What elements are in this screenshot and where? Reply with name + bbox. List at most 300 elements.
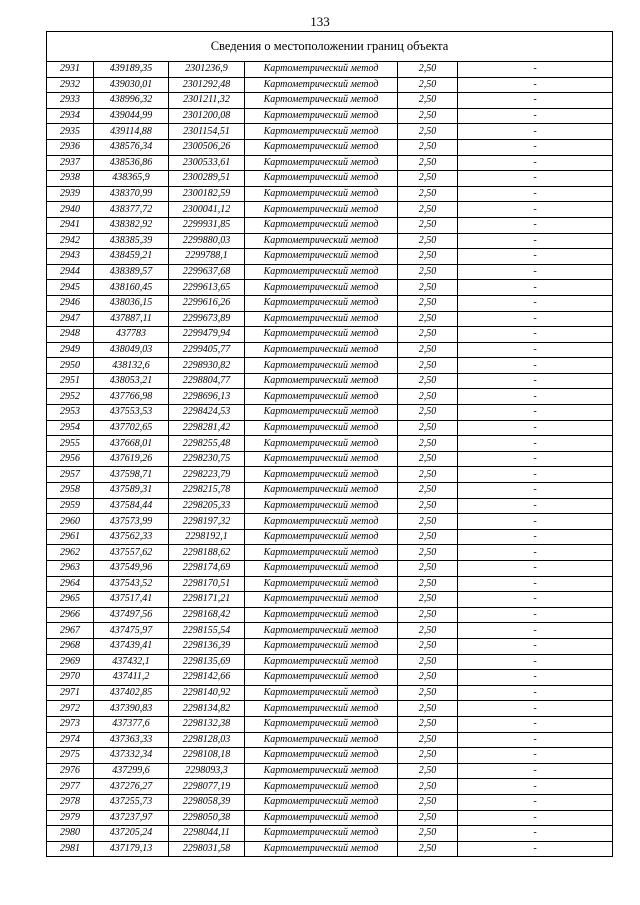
x-coordinate-cell: 437562,33 (94, 529, 169, 545)
point-number-cell: 2976 (47, 763, 94, 779)
description-cell: - (458, 561, 613, 577)
precision-cell: 2,50 (398, 124, 458, 140)
table-row (47, 436, 613, 452)
precision-cell: 2,50 (398, 217, 458, 233)
description-cell: - (458, 295, 613, 311)
precision-cell: 2,50 (398, 810, 458, 826)
point-number-cell: 2942 (47, 233, 94, 249)
table-row (47, 638, 613, 654)
point-number-cell: 2973 (47, 716, 94, 732)
y-coordinate-cell: 2301236,9 (169, 62, 245, 78)
point-number-cell: 2963 (47, 561, 94, 577)
description-cell: - (458, 514, 613, 530)
description-cell: - (458, 763, 613, 779)
x-coordinate-cell: 437702,65 (94, 420, 169, 436)
method-cell: Картометрический метод (245, 561, 398, 577)
precision-cell: 2,50 (398, 498, 458, 514)
description-cell: - (458, 249, 613, 265)
x-coordinate-cell: 437432,1 (94, 654, 169, 670)
point-number-cell: 2970 (47, 670, 94, 686)
description-cell: - (458, 155, 613, 171)
precision-cell: 2,50 (398, 561, 458, 577)
point-number-cell: 2945 (47, 280, 94, 296)
description-cell: - (458, 405, 613, 421)
method-cell: Картометрический метод (245, 701, 398, 717)
coordinates-sheet (46, 31, 612, 857)
y-coordinate-cell: 2301211,32 (169, 93, 245, 109)
y-coordinate-cell: 2298136,39 (169, 638, 245, 654)
point-number-cell: 2941 (47, 217, 94, 233)
y-coordinate-cell: 2298230,75 (169, 451, 245, 467)
method-cell: Картометрический метод (245, 794, 398, 810)
x-coordinate-cell: 438385,39 (94, 233, 169, 249)
table-row (47, 217, 613, 233)
point-number-cell: 2940 (47, 202, 94, 218)
description-cell: - (458, 264, 613, 280)
method-cell: Картометрический метод (245, 732, 398, 748)
precision-cell: 2,50 (398, 732, 458, 748)
description-cell: - (458, 779, 613, 795)
x-coordinate-cell: 438132,6 (94, 358, 169, 374)
method-cell: Картометрический метод (245, 623, 398, 639)
table-row (47, 295, 613, 311)
y-coordinate-cell: 2300041,12 (169, 202, 245, 218)
method-cell: Картометрический метод (245, 545, 398, 561)
x-coordinate-cell: 437668,01 (94, 436, 169, 452)
precision-cell: 2,50 (398, 670, 458, 686)
y-coordinate-cell: 2301200,08 (169, 108, 245, 124)
y-coordinate-cell: 2298058,39 (169, 794, 245, 810)
description-cell: - (458, 139, 613, 155)
x-coordinate-cell: 437584,44 (94, 498, 169, 514)
point-number-cell: 2939 (47, 186, 94, 202)
description-cell: - (458, 311, 613, 327)
precision-cell: 2,50 (398, 483, 458, 499)
point-number-cell: 2959 (47, 498, 94, 514)
table-row (47, 529, 613, 545)
point-number-cell: 2937 (47, 155, 94, 171)
x-coordinate-cell: 437553,53 (94, 405, 169, 421)
table-row (47, 311, 613, 327)
page-number: 133 (310, 14, 330, 29)
x-coordinate-cell: 438049,03 (94, 342, 169, 358)
precision-cell: 2,50 (398, 576, 458, 592)
precision-cell: 2,50 (398, 233, 458, 249)
x-coordinate-cell: 437332,34 (94, 748, 169, 764)
description-cell: - (458, 342, 613, 358)
precision-cell: 2,50 (398, 171, 458, 187)
method-cell: Картометрический метод (245, 638, 398, 654)
precision-cell: 2,50 (398, 685, 458, 701)
point-number-cell: 2971 (47, 685, 94, 701)
table-row (47, 623, 613, 639)
y-coordinate-cell: 2298128,03 (169, 732, 245, 748)
point-number-cell: 2965 (47, 592, 94, 608)
x-coordinate-cell: 438053,21 (94, 373, 169, 389)
description-cell: - (458, 202, 613, 218)
y-coordinate-cell: 2299880,03 (169, 233, 245, 249)
table-row (47, 264, 613, 280)
description-cell: - (458, 467, 613, 483)
description-cell: - (458, 77, 613, 93)
table-row (47, 561, 613, 577)
description-cell: - (458, 529, 613, 545)
y-coordinate-cell: 2300533,61 (169, 155, 245, 171)
x-coordinate-cell: 437549,96 (94, 561, 169, 577)
point-number-cell: 2946 (47, 295, 94, 311)
y-coordinate-cell: 2299673,89 (169, 311, 245, 327)
point-number-cell: 2931 (47, 62, 94, 78)
description-cell: - (458, 93, 613, 109)
method-cell: Картометрический метод (245, 233, 398, 249)
x-coordinate-cell: 438576,34 (94, 139, 169, 155)
precision-cell: 2,50 (398, 638, 458, 654)
y-coordinate-cell: 2298135,69 (169, 654, 245, 670)
x-coordinate-cell: 437598,71 (94, 467, 169, 483)
description-cell: - (458, 108, 613, 124)
method-cell: Картометрический метод (245, 810, 398, 826)
x-coordinate-cell: 438377,72 (94, 202, 169, 218)
x-coordinate-cell: 438382,92 (94, 217, 169, 233)
y-coordinate-cell: 2298197,32 (169, 514, 245, 530)
precision-cell: 2,50 (398, 280, 458, 296)
method-cell: Картометрический метод (245, 654, 398, 670)
method-cell: Картометрический метод (245, 763, 398, 779)
precision-cell: 2,50 (398, 716, 458, 732)
method-cell: Картометрический метод (245, 670, 398, 686)
description-cell: - (458, 810, 613, 826)
y-coordinate-cell: 2298174,69 (169, 561, 245, 577)
table-row (47, 514, 613, 530)
x-coordinate-cell: 437377,6 (94, 716, 169, 732)
table-row (47, 358, 613, 374)
table-row (47, 451, 613, 467)
x-coordinate-cell: 438370,99 (94, 186, 169, 202)
table-row (47, 701, 613, 717)
y-coordinate-cell: 2299479,94 (169, 327, 245, 343)
x-coordinate-cell: 438389,57 (94, 264, 169, 280)
point-number-cell: 2974 (47, 732, 94, 748)
method-cell: Картометрический метод (245, 420, 398, 436)
table-row (47, 202, 613, 218)
table-row (47, 685, 613, 701)
table-row (47, 139, 613, 155)
method-cell: Картометрический метод (245, 405, 398, 421)
table-row (47, 732, 613, 748)
method-cell: Картометрический метод (245, 264, 398, 280)
table-row (47, 716, 613, 732)
table-row (47, 62, 613, 78)
y-coordinate-cell: 2298192,1 (169, 529, 245, 545)
y-coordinate-cell: 2301292,48 (169, 77, 245, 93)
description-cell: - (458, 233, 613, 249)
precision-cell: 2,50 (398, 607, 458, 623)
precision-cell: 2,50 (398, 467, 458, 483)
method-cell: Картометрический метод (245, 841, 398, 857)
x-coordinate-cell: 437517,41 (94, 592, 169, 608)
precision-cell: 2,50 (398, 139, 458, 155)
point-number-cell: 2951 (47, 373, 94, 389)
table-row (47, 763, 613, 779)
point-number-cell: 2981 (47, 841, 94, 857)
x-coordinate-cell: 437390,83 (94, 701, 169, 717)
precision-cell: 2,50 (398, 592, 458, 608)
method-cell: Картометрический метод (245, 373, 398, 389)
description-cell: - (458, 327, 613, 343)
x-coordinate-cell: 439030,01 (94, 77, 169, 93)
description-cell: - (458, 654, 613, 670)
point-number-cell: 2950 (47, 358, 94, 374)
x-coordinate-cell: 438365,9 (94, 171, 169, 187)
point-number-cell: 2977 (47, 779, 94, 795)
x-coordinate-cell: 439044,99 (94, 108, 169, 124)
precision-cell: 2,50 (398, 62, 458, 78)
method-cell: Картометрический метод (245, 514, 398, 530)
description-cell: - (458, 716, 613, 732)
x-coordinate-cell: 437179,13 (94, 841, 169, 857)
precision-cell: 2,50 (398, 436, 458, 452)
method-cell: Картометрический метод (245, 592, 398, 608)
table-row (47, 826, 613, 842)
point-number-cell: 2957 (47, 467, 94, 483)
method-cell: Картометрический метод (245, 202, 398, 218)
x-coordinate-cell: 437543,52 (94, 576, 169, 592)
precision-cell: 2,50 (398, 654, 458, 670)
y-coordinate-cell: 2298223,79 (169, 467, 245, 483)
point-number-cell: 2952 (47, 389, 94, 405)
precision-cell: 2,50 (398, 701, 458, 717)
y-coordinate-cell: 2298140,92 (169, 685, 245, 701)
y-coordinate-cell: 2298142,66 (169, 670, 245, 686)
y-coordinate-cell: 2298255,48 (169, 436, 245, 452)
method-cell: Картометрический метод (245, 483, 398, 499)
x-coordinate-cell: 438996,32 (94, 93, 169, 109)
y-coordinate-cell: 2298188,62 (169, 545, 245, 561)
method-cell: Картометрический метод (245, 295, 398, 311)
method-cell: Картометрический метод (245, 607, 398, 623)
y-coordinate-cell: 2298050,38 (169, 810, 245, 826)
x-coordinate-cell: 437573,99 (94, 514, 169, 530)
table-row (47, 342, 613, 358)
point-number-cell: 2968 (47, 638, 94, 654)
table-title: Сведения о местоположении границ объекта (47, 32, 613, 62)
precision-cell: 2,50 (398, 545, 458, 561)
y-coordinate-cell: 2298093,3 (169, 763, 245, 779)
method-cell: Картометрический метод (245, 280, 398, 296)
x-coordinate-cell: 437783 (94, 327, 169, 343)
x-coordinate-cell: 437557,62 (94, 545, 169, 561)
method-cell: Картометрический метод (245, 451, 398, 467)
point-number-cell: 2949 (47, 342, 94, 358)
table-row (47, 545, 613, 561)
y-coordinate-cell: 2298168,42 (169, 607, 245, 623)
point-number-cell: 2934 (47, 108, 94, 124)
method-cell: Картометрический метод (245, 467, 398, 483)
y-coordinate-cell: 2298031,58 (169, 841, 245, 857)
point-number-cell: 2938 (47, 171, 94, 187)
precision-cell: 2,50 (398, 763, 458, 779)
table-row (47, 93, 613, 109)
description-cell: - (458, 389, 613, 405)
table-row (47, 389, 613, 405)
y-coordinate-cell: 2299616,26 (169, 295, 245, 311)
y-coordinate-cell: 2298044,11 (169, 826, 245, 842)
description-cell: - (458, 841, 613, 857)
y-coordinate-cell: 2298171,21 (169, 592, 245, 608)
description-cell: - (458, 607, 613, 623)
precision-cell: 2,50 (398, 748, 458, 764)
method-cell: Картометрический метод (245, 124, 398, 140)
y-coordinate-cell: 2299637,68 (169, 264, 245, 280)
table-row (47, 171, 613, 187)
point-number-cell: 2979 (47, 810, 94, 826)
method-cell: Картометрический метод (245, 748, 398, 764)
method-cell: Картометрический метод (245, 186, 398, 202)
point-number-cell: 2980 (47, 826, 94, 842)
method-cell: Картометрический метод (245, 685, 398, 701)
table-row (47, 841, 613, 857)
table-row (47, 794, 613, 810)
x-coordinate-cell: 437887,11 (94, 311, 169, 327)
x-coordinate-cell: 437276,27 (94, 779, 169, 795)
precision-cell: 2,50 (398, 311, 458, 327)
point-number-cell: 2967 (47, 623, 94, 639)
precision-cell: 2,50 (398, 373, 458, 389)
table-row (47, 186, 613, 202)
point-number-cell: 2972 (47, 701, 94, 717)
table-row (47, 654, 613, 670)
method-cell: Картометрический метод (245, 389, 398, 405)
precision-cell: 2,50 (398, 451, 458, 467)
precision-cell: 2,50 (398, 794, 458, 810)
table-row (47, 467, 613, 483)
table-row (47, 420, 613, 436)
table-row (47, 498, 613, 514)
method-cell: Картометрический метод (245, 436, 398, 452)
precision-cell: 2,50 (398, 93, 458, 109)
precision-cell: 2,50 (398, 155, 458, 171)
method-cell: Картометрический метод (245, 108, 398, 124)
y-coordinate-cell: 2298281,42 (169, 420, 245, 436)
description-cell: - (458, 186, 613, 202)
precision-cell: 2,50 (398, 108, 458, 124)
precision-cell: 2,50 (398, 327, 458, 343)
point-number-cell: 2958 (47, 483, 94, 499)
y-coordinate-cell: 2299405,77 (169, 342, 245, 358)
table-row (47, 233, 613, 249)
description-cell: - (458, 685, 613, 701)
method-cell: Картометрический метод (245, 576, 398, 592)
description-cell: - (458, 373, 613, 389)
description-cell: - (458, 280, 613, 296)
table-row (47, 670, 613, 686)
x-coordinate-cell: 437475,97 (94, 623, 169, 639)
table-row (47, 483, 613, 499)
y-coordinate-cell: 2300182,59 (169, 186, 245, 202)
y-coordinate-cell: 2298077,19 (169, 779, 245, 795)
method-cell: Картометрический метод (245, 217, 398, 233)
y-coordinate-cell: 2298804,77 (169, 373, 245, 389)
table-row (47, 810, 613, 826)
precision-cell: 2,50 (398, 249, 458, 265)
description-cell: - (458, 732, 613, 748)
point-number-cell: 2932 (47, 77, 94, 93)
point-number-cell: 2956 (47, 451, 94, 467)
x-coordinate-cell: 438160,45 (94, 280, 169, 296)
boundary-coordinates-table (46, 31, 613, 857)
description-cell: - (458, 358, 613, 374)
precision-cell: 2,50 (398, 841, 458, 857)
y-coordinate-cell: 2298155,54 (169, 623, 245, 639)
y-coordinate-cell: 2298424,53 (169, 405, 245, 421)
table-row (47, 124, 613, 140)
x-coordinate-cell: 437497,56 (94, 607, 169, 623)
x-coordinate-cell: 438459,21 (94, 249, 169, 265)
table-title-row (47, 32, 613, 62)
precision-cell: 2,50 (398, 420, 458, 436)
y-coordinate-cell: 2298134,82 (169, 701, 245, 717)
y-coordinate-cell: 2299788,1 (169, 249, 245, 265)
description-cell: - (458, 420, 613, 436)
description-cell: - (458, 623, 613, 639)
x-coordinate-cell: 439189,35 (94, 62, 169, 78)
point-number-cell: 2966 (47, 607, 94, 623)
description-cell: - (458, 124, 613, 140)
x-coordinate-cell: 437237,97 (94, 810, 169, 826)
table-row (47, 576, 613, 592)
table-row (47, 280, 613, 296)
y-coordinate-cell: 2298108,18 (169, 748, 245, 764)
point-number-cell: 2943 (47, 249, 94, 265)
description-cell: - (458, 483, 613, 499)
x-coordinate-cell: 437402,85 (94, 685, 169, 701)
table-row (47, 249, 613, 265)
table-row (47, 155, 613, 171)
method-cell: Картометрический метод (245, 342, 398, 358)
method-cell: Картометрический метод (245, 93, 398, 109)
description-cell: - (458, 638, 613, 654)
table-body (47, 62, 613, 857)
point-number-cell: 2975 (47, 748, 94, 764)
y-coordinate-cell: 2298215,78 (169, 483, 245, 499)
x-coordinate-cell: 437589,31 (94, 483, 169, 499)
precision-cell: 2,50 (398, 779, 458, 795)
point-number-cell: 2960 (47, 514, 94, 530)
y-coordinate-cell: 2298170,51 (169, 576, 245, 592)
description-cell: - (458, 592, 613, 608)
precision-cell: 2,50 (398, 826, 458, 842)
method-cell: Картометрический метод (245, 826, 398, 842)
table-row (47, 592, 613, 608)
y-coordinate-cell: 2298696,13 (169, 389, 245, 405)
x-coordinate-cell: 437255,73 (94, 794, 169, 810)
point-number-cell: 2936 (47, 139, 94, 155)
point-number-cell: 2933 (47, 93, 94, 109)
point-number-cell: 2962 (47, 545, 94, 561)
point-number-cell: 2944 (47, 264, 94, 280)
table-row (47, 327, 613, 343)
y-coordinate-cell: 2298205,33 (169, 498, 245, 514)
point-number-cell: 2935 (47, 124, 94, 140)
method-cell: Картометрический метод (245, 498, 398, 514)
description-cell: - (458, 436, 613, 452)
description-cell: - (458, 498, 613, 514)
table-row (47, 748, 613, 764)
description-cell: - (458, 826, 613, 842)
description-cell: - (458, 748, 613, 764)
description-cell: - (458, 217, 613, 233)
description-cell: - (458, 670, 613, 686)
